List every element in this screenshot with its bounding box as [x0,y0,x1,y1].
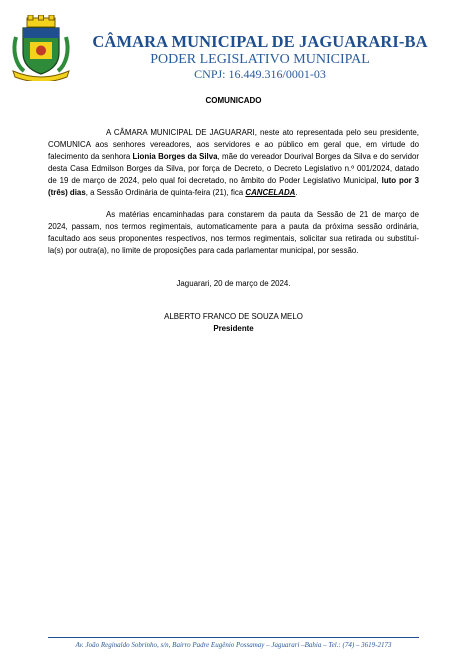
org-subtitle: PODER LEGISLATIVO MUNICIPAL [150,52,370,67]
p1-text-2: , mãe do vereador Dourival Borges da Silva e do servidor desta Casa Edmilson Borges da Silva, por força de Decreto, o Decreto Legislativo n.º 001/2024, datado de 19 de março de 2024, pelo qual foi decretado, no âmbito do Poder Legislativo Municipal, [48,152,419,185]
p1-text-1: A CÂMARA MUNICIPAL DE JAGUARARI, neste ato representada pelo seu presidente, COMUNICA aos senhores vereadores, aos servidores e ao público em geral que, em virtude do falecimento da senhora [48,128,419,161]
signer-role: Presidente [213,324,254,333]
document-body [48,95,419,335]
municipal-coat-of-arms-icon [10,15,72,81]
mourning-period: luto por 3 (três) dias [48,176,419,197]
signer-name: ALBERTO FRANCO DE SOUZA MELO [164,312,303,321]
p1-text-4: . [295,188,298,197]
letterhead [0,0,450,90]
cancelled-label: CANCELADA [245,188,296,197]
agenda-paragraph: As matérias encaminhadas para constarem da pauta da Sessão de 21 de março de 2024, passam, nos termos regimentais, automaticamente para a pauta da próxima sessão ordinária, facultado aos seus proponentes respectivos, nos termos regimentais, solicitar sua retirada ou substituí-la(s) por outra(a), no limite de proposições para cada parlamentar municipal, por sessão. [48,210,419,255]
footer-address: Av. João Reginaldo Sobrinho, s/n, Bairro Padre Eugênio Possamay – Jaguarari –Bahia – Tel.: (74) – 3619-2173 [75,641,392,649]
document-date: Jaguarari, 20 de março de 2024. [176,279,291,288]
org-name: CÂMARA MUNICIPAL DE JAGUARARI-BA [92,32,428,51]
announcement-paragraph [48,127,419,199]
org-identity [80,33,440,81]
deceased-name: Lionia Borges da Silva [132,152,218,161]
org-cnpj: CNPJ: 16.449.316/0001-03 [194,67,326,81]
p1-text-3: , a Sessão Ordinária de quinta-feira (21), fica [85,188,246,197]
document-title: COMUNICADO [205,96,262,105]
footer-divider [48,637,419,638]
